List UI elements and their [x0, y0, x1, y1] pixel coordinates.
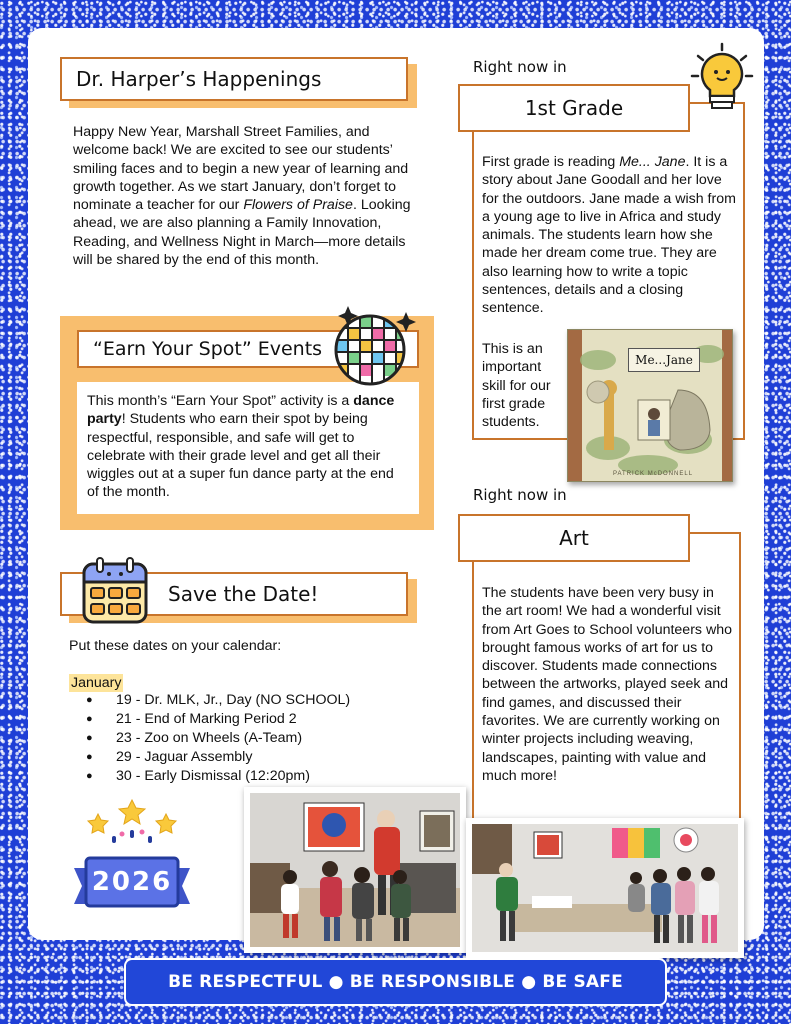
art-text: The students have been very busy in the art room! We had a wonderful visit from Art Goes to School volunteers who brought famous works of art for us to discover. Students made connections between the artworks, played seek and find games, and discussed their favorites. We are currently working on winter projects including weaving, landscapes, painting with value and much more! — [482, 585, 732, 784]
art-frame-left — [472, 562, 474, 822]
first-grade-frame-right — [743, 102, 745, 440]
list-item: ● 23 - Zoo on Wheels (A-Team) — [86, 730, 303, 746]
happenings-text: Happy New Year, Marshall Street Families, and welcome back! We are excited to see our students’ smiling faces and to begin a new year of learning and growth together. As we start January, don’t forget to nominate a teacher for our Flowers of Praise. Looking ahead, we are also planning a Family Innovation, Reading, and Wellness Night in March—more details will be shared by the end of this month. — [73, 124, 411, 269]
save-date-intro: Put these dates on your calendar: — [69, 638, 282, 654]
january-label: January — [71, 675, 122, 691]
me-jane-title: Me... Jane — [619, 154, 686, 170]
flowers-of-praise: Flowers of Praise — [243, 197, 353, 214]
art-title-box — [458, 514, 690, 562]
art-frame-top — [690, 532, 741, 534]
book-cover-author: PATRICK McDONNELL — [612, 471, 694, 477]
first-grade-frame-left — [472, 132, 474, 440]
earn-spot-title: “Earn Your Spot” Events — [93, 338, 323, 360]
dates-list — [86, 691, 416, 786]
book-cover-me-jane — [567, 329, 733, 482]
lightbulb-icon — [690, 42, 754, 114]
list-item: ● 19 - Dr. MLK, Jr., Day (NO SCHOOL) — [86, 692, 351, 708]
first-grade-narrow-text: This is an important skill for our first grade students. — [482, 341, 551, 431]
earn-spot-text-box: This month’s “Earn Your Spot” activity is a dance party! Students who earn their spot by being respectful, responsible, and safe will get to celebrate with their grade level and get all their wiggles out at a super fun dance party at the end of the month. — [77, 382, 419, 514]
footer-text: BE RESPECTFUL ● BE RESPONSIBLE ● BE SAFE — [168, 972, 623, 992]
happenings-title: Dr. Harper’s Happenings — [76, 67, 322, 91]
fireworks-icon — [84, 796, 180, 860]
list-item: ● 30 - Early Dismissal (12:20pm) — [86, 768, 310, 784]
book-cover-title: Me...Jane — [628, 348, 700, 372]
art-right-now: Right now in — [473, 486, 567, 504]
art-photo-left — [244, 787, 466, 953]
first-grade-title-box — [458, 84, 690, 132]
list-item: ● 21 - End of Marking Period 2 — [86, 711, 297, 727]
happenings-title-box — [60, 57, 408, 101]
year-badge — [70, 854, 194, 912]
disco-ball-icon — [326, 298, 420, 392]
dance-party-bold: dance party — [87, 393, 395, 428]
first-grade-right-now: Right now in — [473, 58, 567, 76]
calendar-icon — [80, 556, 150, 626]
art-title: Art — [559, 526, 589, 550]
footer-banner — [124, 958, 667, 1006]
save-date-title: Save the Date! — [168, 582, 319, 606]
art-photo-right — [466, 818, 744, 958]
first-grade-text: First grade is reading Me... Jane. It is a story about Jane Goodall and her love for the outdoors. Jane made a wish from a young age to live in Africa and study animals. The students learn how she made her dream come true. They are also learning how to write a topic sentences, details and a closing sentence. — [482, 154, 736, 317]
list-item: ● 29 - Jaguar Assembly — [86, 749, 253, 765]
year-badge-text: 2026 — [91, 867, 173, 897]
art-frame-right — [739, 532, 741, 822]
first-grade-title: 1st Grade — [524, 96, 624, 120]
